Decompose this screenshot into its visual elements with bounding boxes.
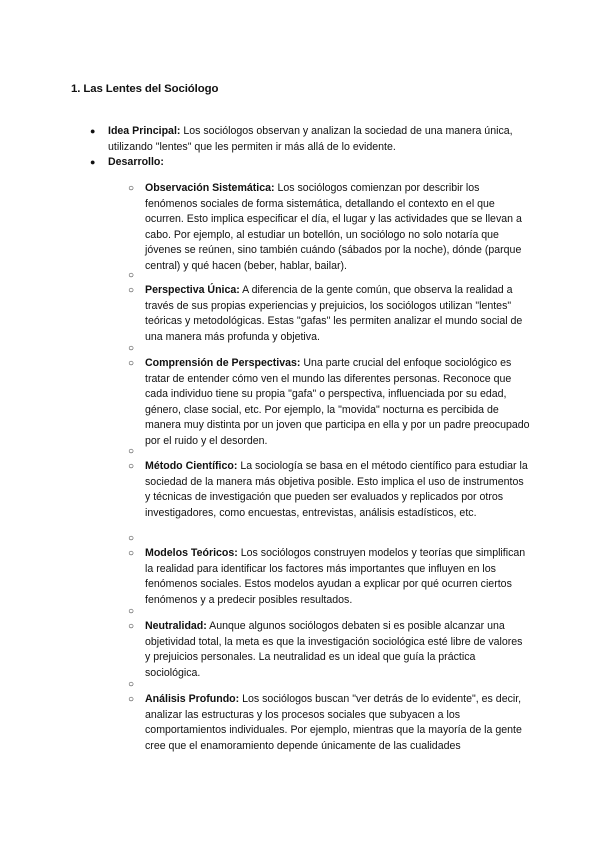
empty-hollow-bullet-icon: ○ [128,606,135,617]
empty-hollow-bullet-icon: ○ [128,533,135,544]
sub-item-modelos [128,546,530,608]
hollow-bullet-icon: ○ [128,358,135,369]
filled-bullet-icon: ● [90,126,96,136]
sub-item-text: Los sociólogos comienzan por describir los fenómenos sociales de forma sistemática, detallando el contexto en el que ocurren. Esto implica especificar el día, el lugar y las actividades que se llevan a cabo. Por ejemplo, al estudiar un botellón, un sociólogo no solo notaría que jóvenes se reúnen, sino también cuándo (sábados por la noche), dónde (parque central) y qué hacen (beber, hablar, bailar). [145,182,522,272]
sub-item-text: Una parte crucial del enfoque sociológico es tratar de entender cómo ven el mundo las diferentes personas. Reconoce que cada individuo tiene su propia "gafa" o perspectiva, influenciada por su edad, género, clase social, etc. Por ejemplo, la "movida" nocturna es percibida de manera muy distinta por un joven que participa en ella y por un padre preocupado por el ruido y el desorden. [145,357,530,447]
sub-item-text: La sociología se basa en el método científico para estudiar la sociedad de la manera más objetiva posible. Esto implica el uso de instrumentos y técnicas de investigación que pueden ser evaluados y replicados por otros investigadores, como encuestas, entrevistas, análisis estadísticos, etc. [145,460,528,519]
sub-item-label: Análisis Profundo: [145,693,240,705]
sub-item-label: Neutralidad: [145,620,207,632]
sub-item-label: Observación Sistemática: [145,182,275,194]
main-item-text: Los sociólogos observan y analizan la sociedad de una manera única, utilizando "lentes" que les permiten ir más allá de lo evidente. [108,125,513,153]
sub-item-label: Modelos Teóricos: [145,547,238,559]
sub-item-comprension [128,356,530,450]
main-item-idea-principal [90,124,528,155]
section-heading: 1. Las Lentes del Sociólogo [71,83,219,95]
sub-item-text: Los sociólogos construyen modelos y teorías que simplifican la realidad para identificar los factores más importantes que influyen en los fenómenos sociales. Estos modelos ayudan a explicar por qué ocurren ciertos fenómenos y a predecir posibles resultados. [145,547,526,606]
main-item-desarrollo [90,155,528,171]
sub-item-label: Comprensión de Perspectivas: [145,357,301,369]
filled-bullet-icon: ● [90,157,96,167]
sub-item-label: Método Científico: [145,460,238,472]
sub-item-analisis [128,692,530,754]
empty-hollow-bullet-icon: ○ [128,343,135,354]
main-item-label: Idea Principal: [108,125,181,137]
empty-hollow-bullet-icon: ○ [128,446,135,457]
sub-item-label: Perspectiva Única: [145,284,240,296]
hollow-bullet-icon: ○ [128,621,135,632]
sub-item-metodo [128,459,530,521]
empty-hollow-bullet-icon: ○ [128,679,135,690]
main-item-label: Desarrollo: [108,156,164,168]
sub-item-observacion [128,181,530,275]
sub-item-text: Los sociólogos buscan "ver detrás de lo evidente", es decir, analizar las estructuras y los procesos sociales que subyacen a los comportamientos individuales. Por ejemplo, mientras que la mayoría de la gente cree que el enamoramiento depende únicamente de las cualidades [145,693,522,752]
hollow-bullet-icon: ○ [128,183,135,194]
hollow-bullet-icon: ○ [128,548,135,559]
sub-item-perspectiva [128,283,530,345]
hollow-bullet-icon: ○ [128,285,135,296]
hollow-bullet-icon: ○ [128,461,135,472]
empty-hollow-bullet-icon: ○ [128,270,135,281]
sub-item-text: A diferencia de la gente común, que observa la realidad a través de sus propias experiencias y prejuicios, los sociólogos utilizan "lentes" teóricas y metodológicas. Estas "gafas" les permiten analizar el mundo social de una manera más profunda y objetiva. [145,284,523,343]
sub-item-neutralidad [128,619,530,681]
sub-item-text: Aunque algunos sociólogos debaten si es posible alcanzar una objetividad total, la meta es que la investigación sociológica esté libre de valores y prejuicios personales. La neutralidad es un ideal que guía la práctica sociológica. [145,620,523,679]
hollow-bullet-icon: ○ [128,694,135,705]
